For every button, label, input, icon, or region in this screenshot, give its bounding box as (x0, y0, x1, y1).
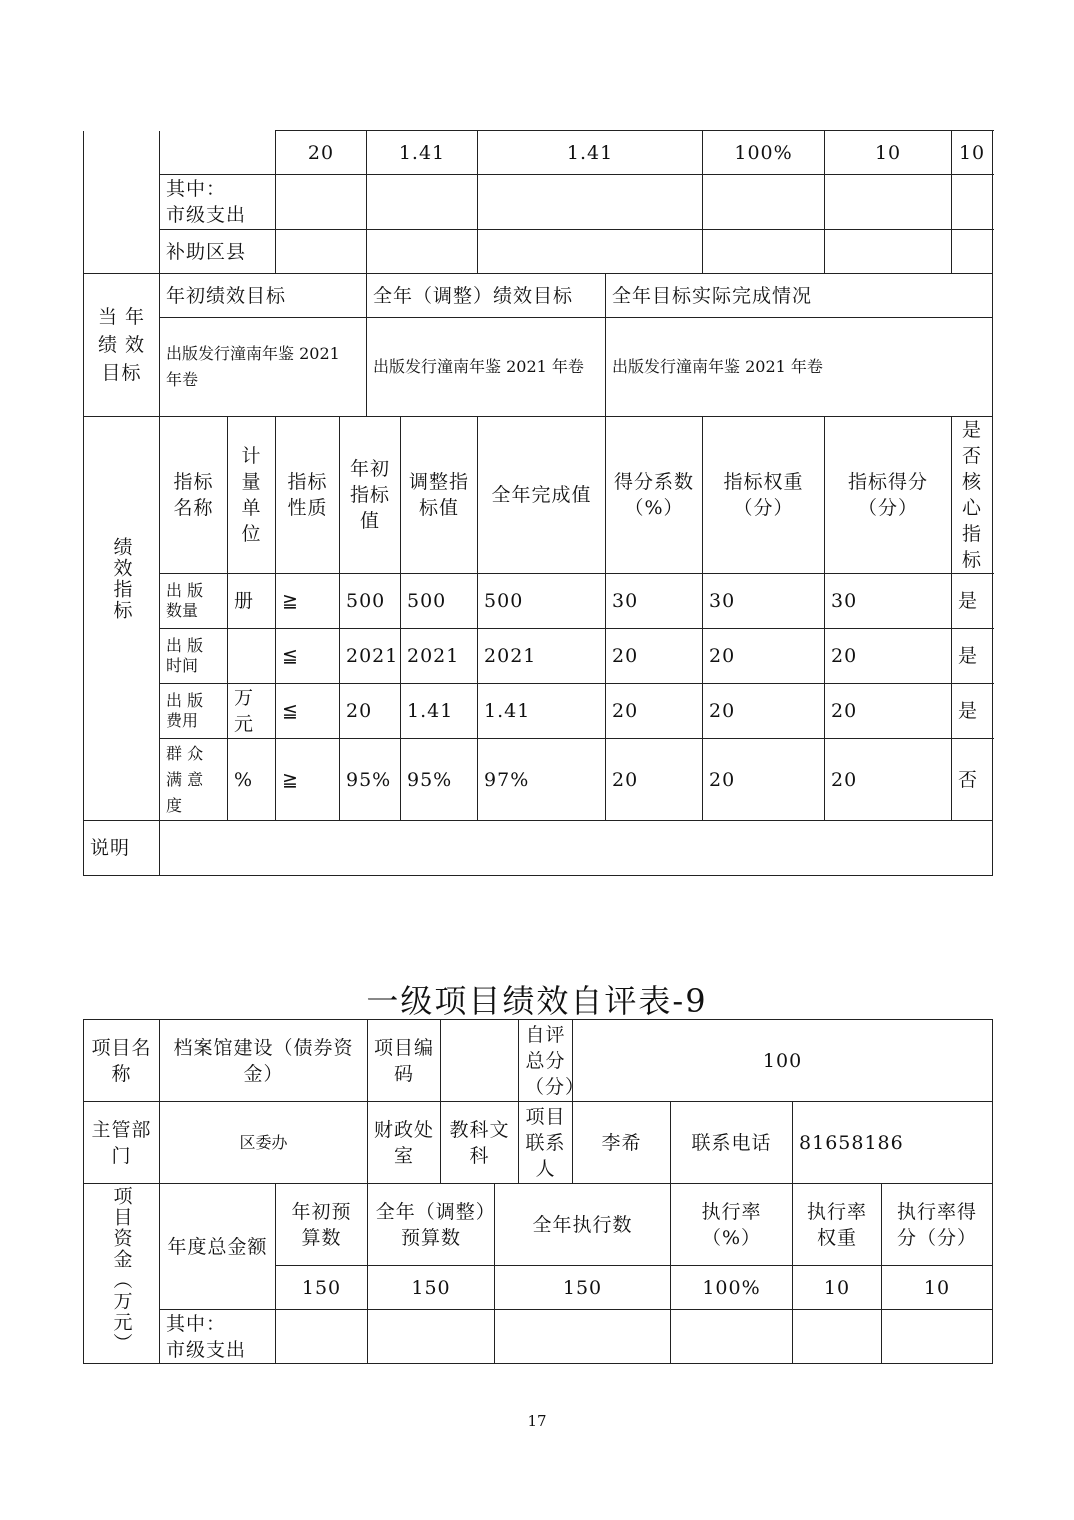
table-row (84, 739, 993, 821)
empty-cell (952, 230, 993, 274)
indicator-weight: 20 (703, 684, 825, 739)
table-row (84, 574, 993, 629)
annual-total-cell (160, 131, 276, 175)
dept: 区委办 (160, 1102, 368, 1184)
indicator-coef: 20 (606, 684, 703, 739)
fund-header: 执行率（%） (671, 1184, 793, 1266)
indicator-header: 指标得分（分） (825, 417, 952, 574)
goal-section-text: 当 年 绩 效 目标 (97, 306, 146, 384)
indicator-adjusted: 95% (401, 739, 478, 821)
indicator-section-label (84, 417, 160, 821)
indicator-core: 否 (952, 739, 993, 821)
annual-total-label: 年度总金额 (160, 1184, 276, 1310)
indicator-unit (228, 629, 276, 684)
indicator-core: 是 (952, 574, 993, 629)
indicator-initial: 500 (340, 574, 401, 629)
subsidy-label: 补助区县 (160, 230, 276, 274)
indicator-unit: 万元 (228, 684, 276, 739)
fund-value-cell: 10 (952, 131, 993, 175)
dept-label: 主管部门 (84, 1102, 160, 1184)
self-score-label: 自评总分（分） (519, 1020, 573, 1102)
indicator-score: 20 (825, 629, 952, 684)
fund-value-cell: 10 (825, 131, 952, 175)
empty-cell (793, 1310, 882, 1364)
page-number: 17 (527, 1412, 547, 1430)
indicator-nature: ≦ (276, 684, 340, 739)
empty-cell (478, 230, 703, 274)
of-which-line2: 市级支出 (166, 1338, 247, 1361)
empty-cell (368, 1310, 495, 1364)
indicator-section-text: 绩效指标 (110, 537, 133, 621)
fund-value: 10 (793, 1266, 882, 1310)
empty-cell (367, 175, 478, 230)
project-name: 档案馆建设（债券资金） (160, 1020, 368, 1102)
indicator-header: 年初指标值 (340, 417, 401, 574)
indicator-unit: % (228, 739, 276, 821)
indicator-unit: 册 (228, 574, 276, 629)
indicator-coef: 20 (606, 629, 703, 684)
fund-value-cell: 20 (276, 131, 367, 175)
phone: 81658186 (793, 1102, 993, 1184)
continued-performance-table (83, 130, 993, 876)
funds-section-label (84, 1184, 160, 1364)
indicator-header: 全年完成值 (478, 417, 606, 574)
indicator-initial: 2021 (340, 629, 401, 684)
of-which-line2: 市级支出 (166, 204, 247, 226)
indicator-initial: 95% (340, 739, 401, 821)
indicator-adjusted: 500 (401, 574, 478, 629)
indicator-score: 30 (825, 574, 952, 629)
indicator-adjusted: 2021 (401, 629, 478, 684)
fund-value: 10 (882, 1266, 993, 1310)
empty-cell (825, 175, 952, 230)
goal-section-label (84, 274, 160, 417)
indicator-header: 指标权重（分） (703, 417, 825, 574)
goal-header-initial: 年初绩效目标 (160, 274, 367, 318)
indicator-header: 是否核心指标 (952, 417, 993, 574)
indicator-actual: 2021 (478, 629, 606, 684)
table-title: 一级项目绩效自评表-9 (366, 982, 708, 1020)
goal-value-actual: 出版发行潼南年鉴 2021 年卷 (606, 318, 993, 417)
empty-cell (825, 230, 952, 274)
empty-cell (276, 230, 367, 274)
indicator-name: 出 版 时间 (160, 629, 228, 684)
of-which-label (160, 1310, 276, 1364)
indicator-header: 得分系数（%） (606, 417, 703, 574)
goal-value-initial: 出版发行潼南年鉴 2021 年卷 (160, 318, 367, 417)
goal-header-actual: 全年目标实际完成情况 (606, 274, 993, 318)
empty-cell (882, 1310, 993, 1364)
indicator-weight: 20 (703, 739, 825, 821)
indicator-weight: 20 (703, 629, 825, 684)
finance-label: 财政处室 (368, 1102, 441, 1184)
indicator-name: 出 版 数量 (160, 574, 228, 629)
empty-cell (367, 230, 478, 274)
project-code-label: 项目编码 (368, 1020, 441, 1102)
indicator-actual: 97% (478, 739, 606, 821)
indicator-name: 群 众 满 意 度 (160, 739, 228, 821)
of-which-label (160, 175, 276, 230)
self-score: 100 (573, 1020, 993, 1102)
empty-cell (703, 230, 825, 274)
project-name-label: 项目名称 (84, 1020, 160, 1102)
fund-value: 150 (276, 1266, 368, 1310)
contact-label: 项目联系人 (519, 1102, 573, 1184)
indicator-header: 指标名称 (160, 417, 228, 574)
table-row (84, 684, 993, 739)
finance: 教科文科 (441, 1102, 519, 1184)
fund-value-cell: 1.41 (367, 131, 478, 175)
indicator-core: 是 (952, 629, 993, 684)
note-label: 说明 (84, 821, 160, 876)
indicator-header: 指标性质 (276, 417, 340, 574)
phone-label: 联系电话 (671, 1102, 793, 1184)
fund-value: 150 (368, 1266, 495, 1310)
empty-cell (276, 175, 367, 230)
fund-value-cell: 100% (703, 131, 825, 175)
fund-header: 全年执行数 (495, 1184, 671, 1266)
fund-value-cell: 1.41 (478, 131, 703, 175)
indicator-score: 20 (825, 739, 952, 821)
project-code (441, 1020, 519, 1102)
empty-cell (495, 1310, 671, 1364)
empty-cell (276, 1310, 368, 1364)
fund-header: 执行率权重 (793, 1184, 882, 1266)
of-which-line1: 其中： (166, 178, 227, 200)
of-which-line1: 其中： (166, 1312, 227, 1335)
indicator-initial: 20 (340, 684, 401, 739)
fund-header: 执行率得分（分） (882, 1184, 993, 1266)
funds-section-cell (84, 131, 160, 274)
indicator-score: 20 (825, 684, 952, 739)
fund-header: 全年（调整）预算数 (368, 1184, 495, 1266)
goal-header-adjusted: 全年（调整）绩效目标 (367, 274, 606, 318)
indicator-actual: 500 (478, 574, 606, 629)
funds-section-text: 项目资金（万元） (110, 1186, 133, 1354)
empty-cell (703, 175, 825, 230)
indicator-nature: ≦ (276, 629, 340, 684)
table-row (84, 629, 993, 684)
fund-value: 150 (495, 1266, 671, 1310)
indicator-coef: 30 (606, 574, 703, 629)
indicator-nature: ≧ (276, 739, 340, 821)
goal-value-adjusted: 出版发行潼南年鉴 2021 年卷 (367, 318, 606, 417)
project-self-eval-table (83, 1019, 993, 1364)
fund-header: 年初预算数 (276, 1184, 368, 1266)
indicator-actual: 1.41 (478, 684, 606, 739)
indicator-coef: 20 (606, 739, 703, 821)
empty-cell (478, 175, 703, 230)
empty-cell (952, 175, 993, 230)
contact: 李希 (573, 1102, 671, 1184)
indicator-header: 调整指标值 (401, 417, 478, 574)
indicator-header: 计量单位 (228, 417, 276, 574)
note-value (160, 821, 993, 876)
indicator-adjusted: 1.41 (401, 684, 478, 739)
indicator-core: 是 (952, 684, 993, 739)
fund-value: 100% (671, 1266, 793, 1310)
indicator-name: 出 版 费用 (160, 684, 228, 739)
empty-cell (671, 1310, 793, 1364)
indicator-weight: 30 (703, 574, 825, 629)
indicator-nature: ≧ (276, 574, 340, 629)
